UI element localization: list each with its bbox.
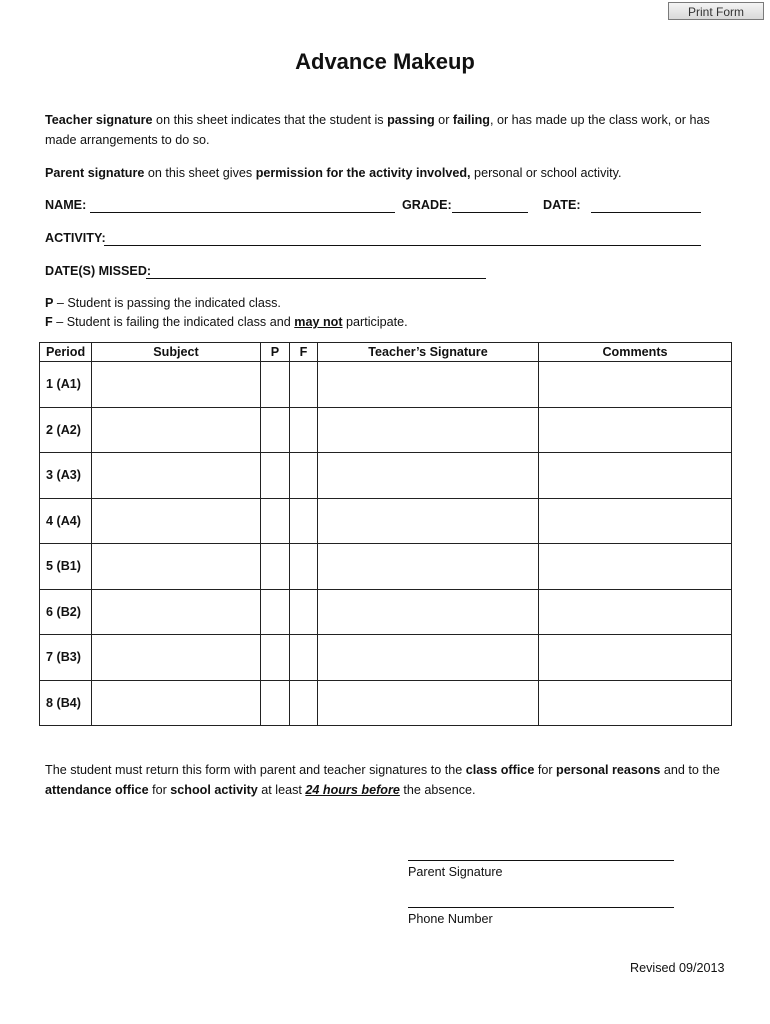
parent-text-2: personal or school activity. <box>470 166 622 180</box>
or-word: or <box>434 113 453 127</box>
comments-cell[interactable] <box>539 453 732 499</box>
p-cell[interactable] <box>261 362 290 408</box>
comments-cell[interactable] <box>539 498 732 544</box>
teacher-signature-cell[interactable] <box>318 589 539 635</box>
phone-number-label: Phone Number <box>408 912 493 926</box>
attendance-office-phrase: attendance office <box>45 783 149 797</box>
teacher-text-2: , or has made up the class work, or has made arrangements to do so. <box>45 113 710 147</box>
instr-t4: for <box>148 783 171 797</box>
parent-text-1: on this sheet gives <box>144 166 256 180</box>
comments-cell[interactable] <box>539 362 732 408</box>
legend-p-text: – Student is passing the indicated class. <box>53 296 281 310</box>
instr-t5: at least <box>257 783 306 797</box>
p-cell[interactable] <box>261 680 290 726</box>
comments-cell[interactable] <box>539 407 732 453</box>
f-cell[interactable] <box>290 635 318 681</box>
p-cell[interactable] <box>261 635 290 681</box>
table-header-row <box>40 343 732 362</box>
subject-cell[interactable] <box>92 498 261 544</box>
period-cell: 6 (B2) <box>40 589 92 635</box>
passing-word: passing <box>387 113 435 127</box>
legend-f <box>45 313 725 332</box>
legend-p-key: P <box>45 296 54 310</box>
legend-f-text: – Student is failing the indicated class and <box>52 315 295 329</box>
legend-f-key: F <box>45 315 53 329</box>
school-activity-phrase: school activity <box>170 783 258 797</box>
f-cell[interactable] <box>290 589 318 635</box>
teacher-signature-cell[interactable] <box>318 544 539 590</box>
name-label: NAME: <box>45 198 87 212</box>
legend <box>45 294 725 332</box>
parent-signature-label: Parent Signature <box>408 865 503 879</box>
table-row <box>40 362 732 408</box>
period-cell: 5 (B1) <box>40 544 92 590</box>
f-cell[interactable] <box>290 453 318 499</box>
p-cell[interactable] <box>261 407 290 453</box>
may-not-phrase: may not <box>294 315 343 329</box>
period-cell: 8 (B4) <box>40 680 92 726</box>
teacher-text-1: on this sheet indicates that the student is <box>152 113 388 127</box>
date-label: DATE: <box>543 198 581 212</box>
table-row <box>40 407 732 453</box>
revision-date: Revised 09/2013 <box>630 961 725 975</box>
instr-t3: and to the <box>660 763 720 777</box>
teacher-signature-cell[interactable] <box>318 680 539 726</box>
page-title: Advance Makeup <box>295 49 475 74</box>
parent-signature-lead: Parent signature <box>45 166 145 180</box>
p-cell[interactable] <box>261 453 290 499</box>
legend-f-text-2: participate. <box>342 315 408 329</box>
p-cell[interactable] <box>261 589 290 635</box>
teacher-signature-cell[interactable] <box>318 498 539 544</box>
class-signature-table <box>39 342 732 726</box>
period-cell: 4 (A4) <box>40 498 92 544</box>
f-cell[interactable] <box>290 407 318 453</box>
phone-number-field[interactable] <box>408 907 674 908</box>
teacher-signature-cell[interactable] <box>318 453 539 499</box>
instr-t1: The student must return this form with parent and teacher signatures to the <box>45 763 466 777</box>
p-cell[interactable] <box>261 544 290 590</box>
f-cell[interactable] <box>290 362 318 408</box>
f-cell[interactable] <box>290 498 318 544</box>
subject-cell[interactable] <box>92 544 261 590</box>
parent-signature-field[interactable] <box>408 860 674 861</box>
parent-signature-paragraph <box>45 163 725 183</box>
teacher-signature-cell[interactable] <box>318 362 539 408</box>
date-field[interactable] <box>591 212 701 213</box>
permission-phrase: permission for the activity involved, <box>255 166 471 180</box>
subject-cell[interactable] <box>92 680 261 726</box>
subject-cell[interactable] <box>92 362 261 408</box>
period-cell: 2 (A2) <box>40 407 92 453</box>
instr-t2: for <box>534 763 557 777</box>
subject-cell[interactable] <box>92 453 261 499</box>
instr-t6: the absence. <box>399 783 476 797</box>
table-row <box>40 635 732 681</box>
f-cell[interactable] <box>290 680 318 726</box>
dates-missed-field[interactable] <box>146 278 486 279</box>
personal-reasons-phrase: personal reasons <box>556 763 661 777</box>
table-row <box>40 453 732 499</box>
activity-field[interactable] <box>104 245 701 246</box>
subject-cell[interactable] <box>92 407 261 453</box>
table-row <box>40 498 732 544</box>
comments-cell[interactable] <box>539 635 732 681</box>
header-comments: Comments <box>539 343 732 362</box>
failing-word: failing <box>452 113 490 127</box>
period-cell: 3 (A3) <box>40 453 92 499</box>
comments-cell[interactable] <box>539 544 732 590</box>
print-form-button[interactable]: Print Form <box>668 2 764 20</box>
class-office-phrase: class office <box>465 763 535 777</box>
table-row <box>40 589 732 635</box>
header-teacher-signature: Teacher’s Signature <box>318 343 539 362</box>
hours-before-phrase: 24 hours before <box>305 783 400 797</box>
p-cell[interactable] <box>261 498 290 544</box>
teacher-signature-lead: Teacher signature <box>45 113 153 127</box>
comments-cell[interactable] <box>539 680 732 726</box>
period-cell: 7 (B3) <box>40 635 92 681</box>
header-subject: Subject <box>92 343 261 362</box>
header-f: F <box>290 343 318 362</box>
subject-cell[interactable] <box>92 589 261 635</box>
period-cell: 1 (A1) <box>40 362 92 408</box>
header-period: Period <box>40 343 92 362</box>
legend-p <box>45 294 725 313</box>
subject-cell[interactable] <box>92 635 261 681</box>
header-p: P <box>261 343 290 362</box>
table-row <box>40 544 732 590</box>
dates-missed-label: DATE(S) MISSED: <box>45 264 152 278</box>
name-field[interactable] <box>90 212 395 213</box>
f-cell[interactable] <box>290 544 318 590</box>
teacher-signature-paragraph <box>45 110 725 150</box>
teacher-signature-cell[interactable] <box>318 407 539 453</box>
teacher-signature-cell[interactable] <box>318 635 539 681</box>
comments-cell[interactable] <box>539 589 732 635</box>
table-row <box>40 680 732 726</box>
return-instructions <box>45 760 735 800</box>
grade-field[interactable] <box>452 212 528 213</box>
grade-label: GRADE: <box>402 198 452 212</box>
activity-label: ACTIVITY: <box>45 231 106 245</box>
